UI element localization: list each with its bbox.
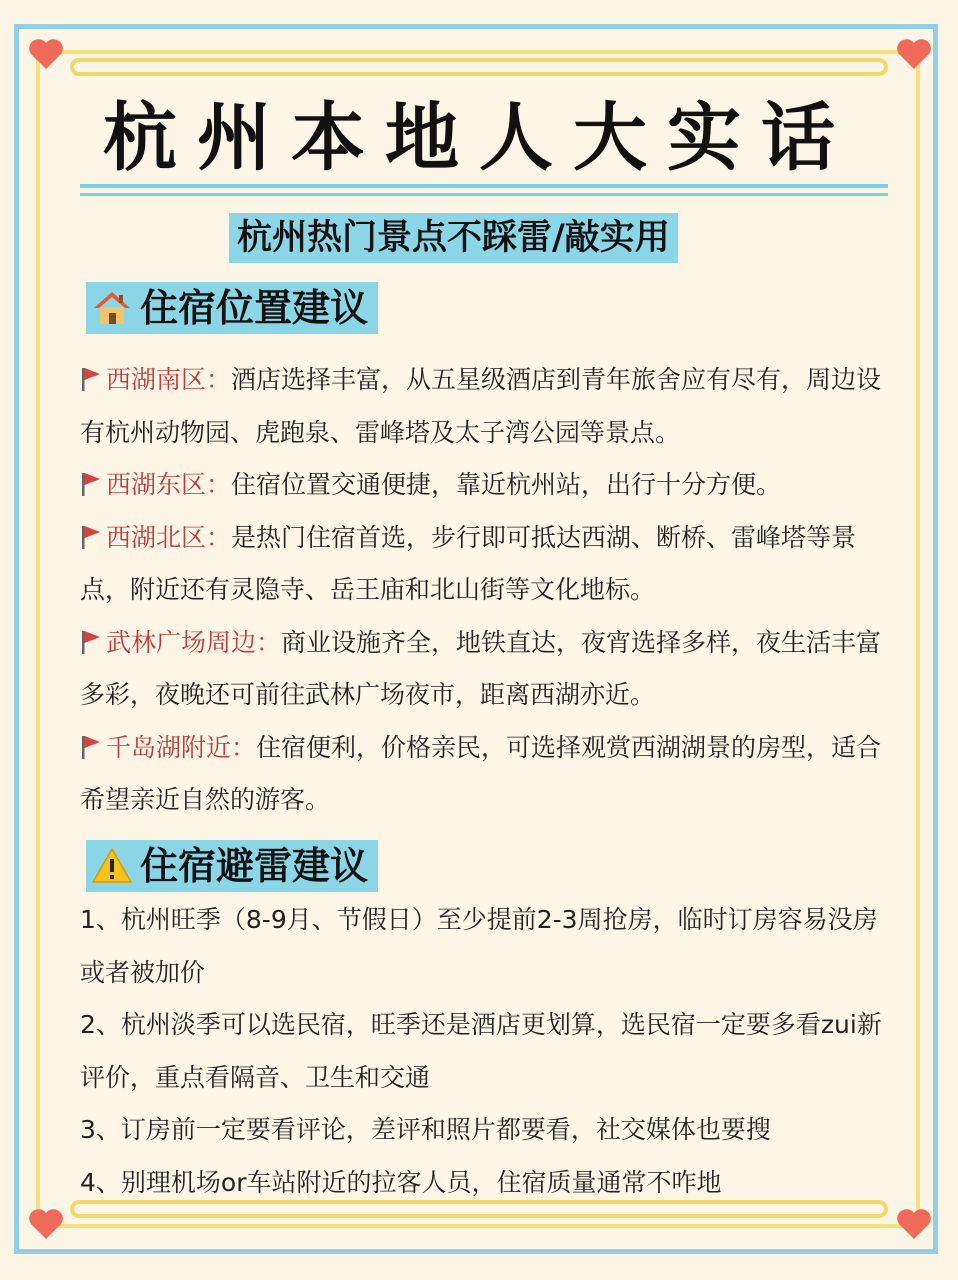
section-heading-avoid	[86, 840, 378, 892]
section-heading-text: 住宿避雷建议	[140, 844, 369, 888]
heart-icon	[894, 1204, 934, 1244]
warning-icon	[90, 844, 134, 888]
item-text: 酒店选择丰富，从五星级酒店到青年旅舍应有尽有，周边设有杭州动物园、虎跑泉、雷峰塔及太子湾公园等景点。	[80, 365, 882, 447]
avoid-list	[80, 894, 900, 1209]
title-underline	[80, 184, 888, 188]
section-heading-location	[86, 282, 378, 334]
heart-icon	[26, 34, 66, 74]
list-item	[80, 617, 900, 722]
heart-icon	[26, 1204, 66, 1244]
house-icon	[90, 286, 134, 330]
item-text: 是热门住宿首选，步行即可抵达西湖、断桥、雷峰塔等景点，附近还有灵隐寺、岳王庙和北山街等文化地标。	[80, 522, 857, 604]
flag-icon	[80, 629, 102, 655]
item-label: 千岛湖附近：	[106, 732, 257, 762]
page-title: 杭州本地人大实话	[103, 95, 855, 181]
item-label: 武林广场周边：	[106, 627, 282, 657]
item-label: 西湖南区：	[106, 365, 232, 394]
flag-icon	[80, 471, 102, 497]
subtitle: 杭州热门景点不踩雷/敲实用	[229, 213, 678, 263]
list-item: 3、订房前一定要看评论，差评和照片都要看，社交媒体也要搜	[80, 1115, 771, 1144]
list-item	[80, 459, 900, 512]
flag-icon	[80, 734, 102, 760]
list-item	[80, 354, 900, 459]
item-label: 西湖东区：	[106, 470, 232, 499]
flag-icon	[80, 524, 102, 550]
list-item	[80, 512, 900, 617]
location-list	[80, 354, 900, 827]
item-text: 住宿位置交通便捷，靠近杭州站，出行十分方便。	[231, 470, 782, 499]
item-text: 住宿便利，价格亲民，可选择观赏西湖湖景的房型，适合希望亲近自然的游客。	[80, 732, 882, 814]
item-label: 西湖北区：	[106, 522, 232, 552]
title-underline	[80, 193, 888, 196]
list-item	[80, 722, 900, 827]
list-item: 4、别理机场or车站附近的拉客人员，住宿质量通常不咋地	[80, 1167, 722, 1197]
list-item: 2、杭州淡季可以选民宿，旺季还是酒店更划算，选民宿一定要多看zui新评价，重点看隔音、卫生和交通	[80, 1010, 882, 1092]
list-item: 1、杭州旺季（8-9月、节假日）至少提前2-3周抢房，临时订房容易没房或者被加价	[80, 905, 878, 987]
item-text: 商业设施齐全，地铁直达，夜宵选择多样，夜生活丰富多彩，夜晚还可前往武林广场夜市，距离西湖亦近。	[80, 627, 882, 709]
heart-icon	[894, 34, 934, 74]
scroll-band-top	[70, 58, 888, 76]
flag-icon	[80, 366, 102, 392]
section-heading-text: 住宿位置建议	[140, 286, 369, 330]
